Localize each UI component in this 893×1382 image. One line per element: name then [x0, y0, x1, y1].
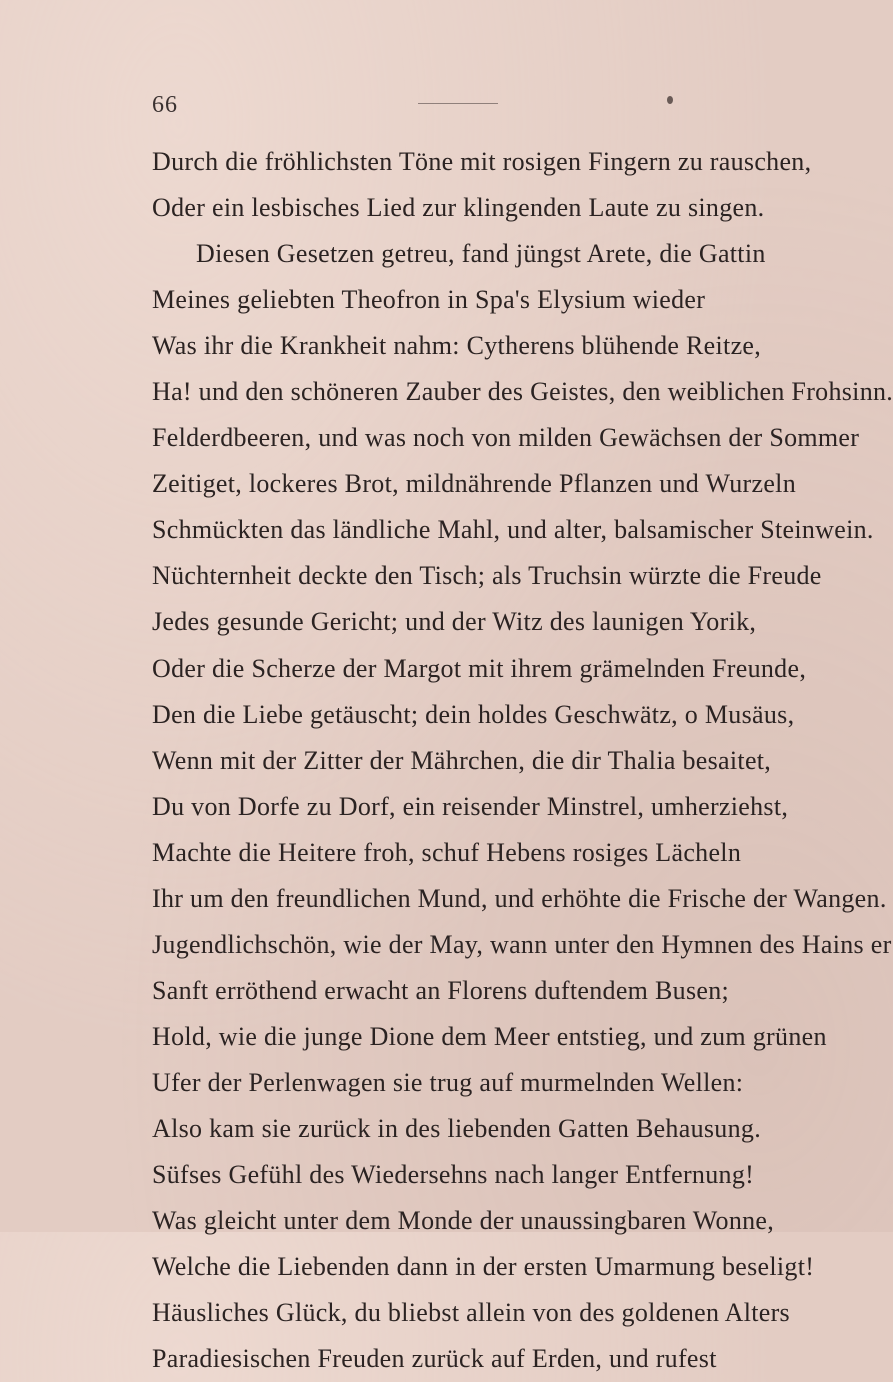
poem-line: Ihr um den freundlichen Mund, und erhöhte die Frische der Wangen. [152, 883, 887, 913]
poem-line: Den die Liebe getäuscht; dein holdes Geschwätz, o Musäus, [152, 699, 795, 729]
poem-line: Zeitiget, lockeres Brot, mildnährende Pflanzen und Wurzeln [152, 469, 797, 499]
poem-line: Schmückten das ländliche Mahl, und alter, balsamischer Steinwein. [152, 515, 874, 545]
poem-line: Häusliches Glück, du bliebst allein von des goldenen Alters [152, 1298, 790, 1328]
poem-line: Ha! und den schöneren Zauber des Geistes, den weiblichen Frohsinn. [152, 377, 893, 407]
poem-line: Paradiesischen Freuden zurück auf Erden, und rufest [152, 1344, 717, 1374]
poem-line: Durch die fröhlichsten Töne mit rosigen Fingern zu rauschen, [152, 147, 812, 176]
header-rule [418, 103, 498, 104]
poem-line: Jedes gesunde Gericht; und der Witz des launigen Yorik, [152, 607, 757, 637]
poem-line: Was ihr die Krankheit nahm: Cytherens blühende Reitze, [152, 331, 762, 361]
poem-line: Wenn mit der Zitter der Mährchen, die dir Thalia besaitet, [152, 745, 772, 775]
poem-line: Diesen Gesetzen getreu, fand jüngst Arete, die Gattin [196, 239, 766, 269]
poem-line: Felderdbeeren, und was noch von milden Gewächsen der Sommer [152, 423, 860, 453]
poem-line: Hold, wie die junge Dione dem Meer entstieg, und zum grünen [152, 1021, 827, 1051]
poem-line: Also kam sie zurück in des liebenden Gatten Behausung. [152, 1113, 761, 1143]
poem-line: Welche die Liebenden dann in der ersten Umarmung beseligt! [152, 1252, 815, 1282]
poem-line: Meines geliebten Theofron in Spa's Elysium wieder [152, 285, 706, 315]
poem-line: Oder die Scherze der Margot mit ihrem grämelnden Freunde, [152, 653, 807, 683]
poem-line: Was gleicht unter dem Monde der unaussingbaren Wonne, [152, 1206, 775, 1236]
poem-line: Süfses Gefühl des Wiedersehns nach langer Entfernung! [152, 1160, 755, 1190]
poem-line: Nüchternheit deckte den Tisch; als Truchsin würzte die Freude [152, 561, 822, 591]
page-number: 66 [152, 92, 178, 118]
poem-line: Du von Dorfe zu Dorf, ein reisender Minstrel, umherziehst, [152, 791, 789, 821]
poem-line: Machte die Heitere froh, schuf Hebens rosiges Lächeln [152, 837, 742, 867]
ink-mark [667, 96, 673, 104]
poem-line: Oder ein lesbisches Lied zur klingenden Laute zu singen. [152, 193, 765, 223]
poem-line: Ufer der Perlenwagen sie trug auf murmelnden Wellen: [152, 1067, 744, 1097]
poem-line: Sanft erröthend erwacht an Florens duftendem Busen; [152, 975, 730, 1005]
poem-line: Jugendlichschön, wie der May, wann unter den Hymnen des Hains er [152, 929, 892, 959]
poem-text [152, 139, 893, 1382]
